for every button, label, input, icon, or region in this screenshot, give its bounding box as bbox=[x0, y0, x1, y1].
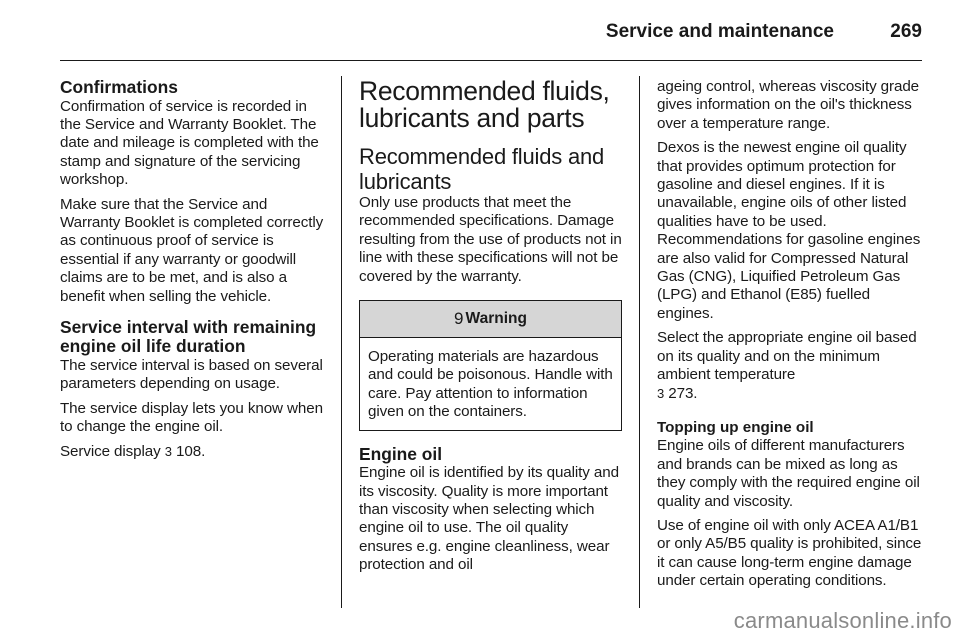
page-header bbox=[60, 20, 922, 61]
column-divider bbox=[341, 76, 342, 608]
warning-triangle-icon: 9 bbox=[454, 309, 464, 329]
warning-body bbox=[360, 338, 621, 430]
topping-up-paragraph: Engine oils of different manufacturers and brands can be mixed as long as they comply with the required engine oil quality and viscosity. bbox=[657, 437, 920, 510]
confirmations-paragraph: Confirmation of service is recorded in the Service and Warranty Booklet. The date and mileage is completed with the stamp and signature of the servicing workshop. bbox=[60, 97, 319, 189]
service-interval-paragraph: The service display lets you know when to change the engine oil. bbox=[60, 399, 323, 436]
engine-oil-continued-paragraph: ageing control, whereas viscosity grade gives information on the oil's thickness over a temperature range. bbox=[657, 78, 920, 132]
service-display-page[interactable]: 108. bbox=[176, 442, 206, 460]
intro-paragraph: Only use products that meet the recommended specifications. Damage resulting from the use of products not in line with these specifications will not be covered by the warranty. bbox=[359, 194, 622, 285]
service-interval-paragraph: The service interval is based on several parameters depending on usage. bbox=[60, 356, 323, 393]
select-oil-page[interactable]: 273. bbox=[668, 384, 698, 402]
select-oil-text: Select the appropriate engine oil based on its quality and on the minimum ambient temperature bbox=[657, 329, 917, 384]
select-oil-paragraph bbox=[657, 329, 923, 403]
engine-oil-heading: Engine oil bbox=[359, 443, 443, 464]
main-heading: Recommended fluids, lubricants and parts bbox=[359, 76, 610, 133]
column-left bbox=[60, 78, 326, 608]
warning-title: Warning bbox=[465, 310, 527, 328]
service-display-reference bbox=[60, 443, 326, 461]
watermark: carmanualsonline.info bbox=[733, 608, 952, 633]
page-reference-icon: 3 bbox=[164, 443, 172, 459]
dexos-paragraph: Dexos is the newest engine oil quality that provides optimum protection for gasoline and diesel engines. If it is unavailable, engine oils of other listed qualities have to be used. Recommendations for gasoline engines are also valid for Compressed Natural Gas (CNG), Liquified Petroleum Gas (LPG) and Ethanol (E85) fuelled engines. bbox=[657, 139, 921, 322]
topping-up-heading: Topping up engine oil bbox=[657, 418, 814, 436]
sub-heading: Recommended fluids and lubricants bbox=[359, 144, 605, 194]
service-display-text: Service display bbox=[60, 442, 161, 460]
confirmations-heading: Confirmations bbox=[60, 77, 178, 97]
service-interval-heading: Service interval with remaining engine oil life duration bbox=[60, 316, 317, 357]
warning-box bbox=[359, 300, 622, 431]
header-title: Service and maintenance bbox=[605, 21, 834, 42]
column-middle bbox=[359, 78, 625, 608]
warning-text: Operating materials are hazardous and could be poisonous. Handle with care. Pay attention to information given on the containers. bbox=[368, 348, 613, 421]
topping-up-paragraph: Use of engine oil with only ACEA A1/B1 or only A5/B5 quality is prohibited, since it can cause long-term engine damage under certain operating conditions. bbox=[657, 516, 922, 590]
column-divider bbox=[639, 76, 640, 608]
confirmations-paragraph: Make sure that the Service and Warranty Booklet is completed correctly as continuous proof of service is essential if any warranty or goodwill claims are to be met, and is also a benefit when selling the vehicle. bbox=[60, 195, 324, 305]
engine-oil-paragraph: Engine oil is identified by its quality and its viscosity. Quality is more important than viscosity when selecting which engine oil to use. The oil quality ensures e.g. engine cleanliness, wear protection and oil bbox=[359, 464, 619, 574]
page-reference-icon: 3 bbox=[657, 385, 665, 401]
warning-header bbox=[360, 301, 621, 338]
page-number: 269 bbox=[890, 21, 922, 42]
column-right bbox=[657, 78, 923, 608]
